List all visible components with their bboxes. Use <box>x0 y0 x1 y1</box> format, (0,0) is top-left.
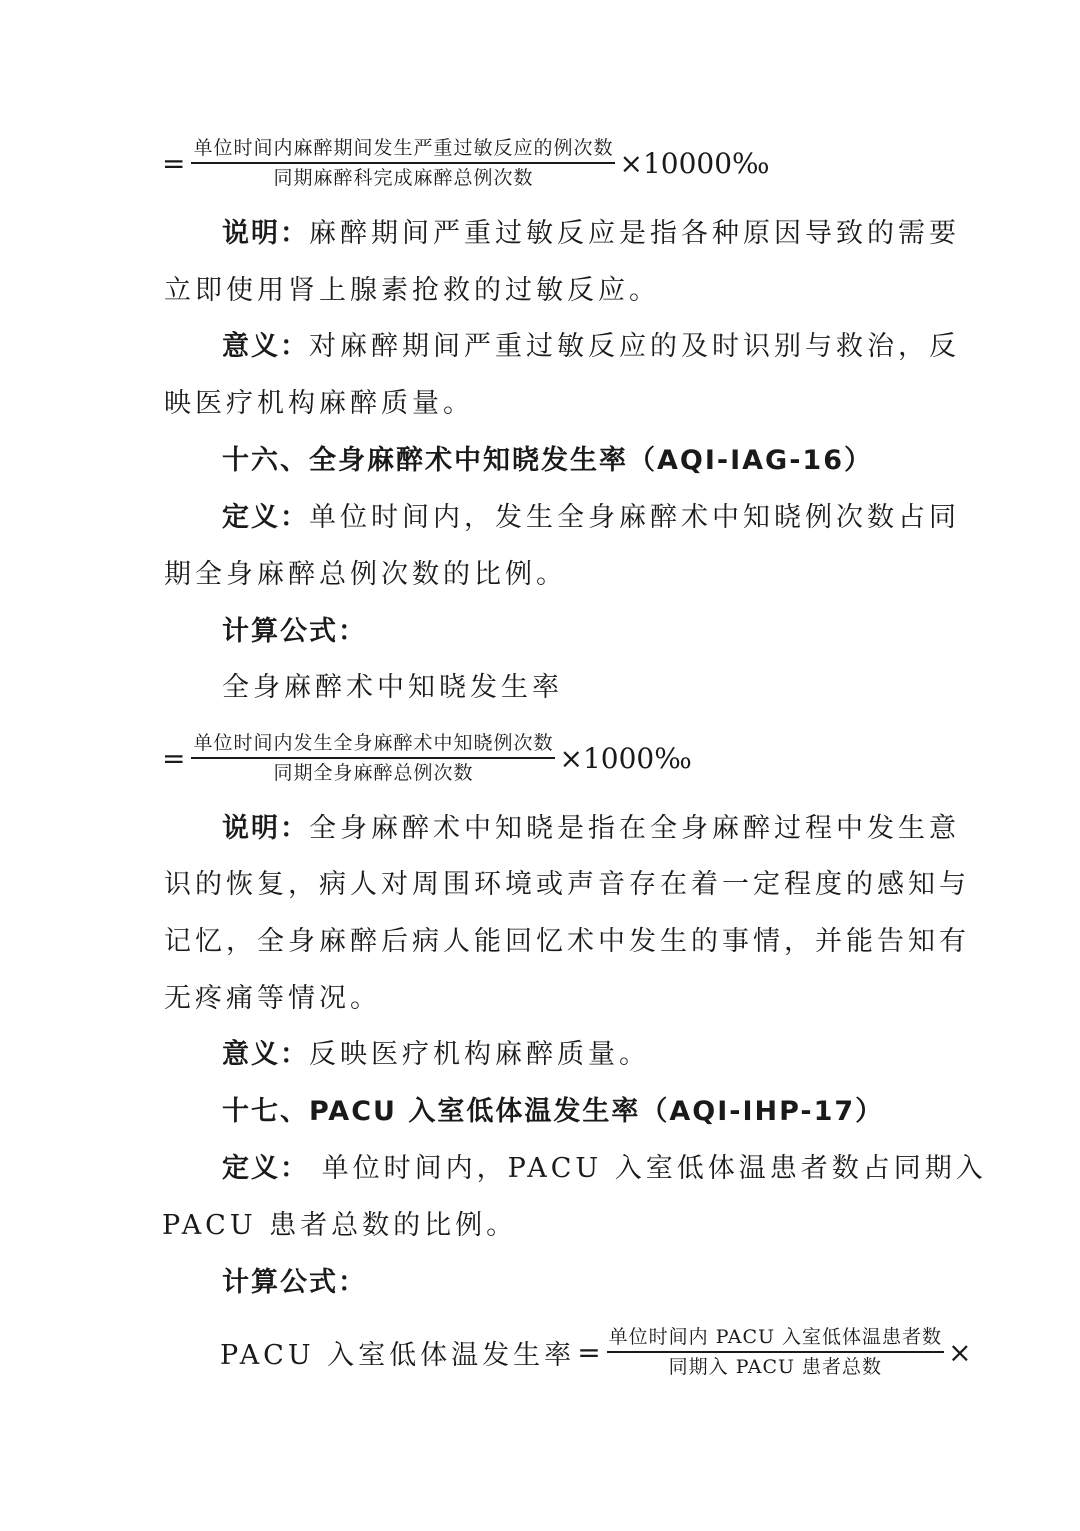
calc-formula-label: 计算公式： <box>222 1267 367 1298</box>
meaning-text: 反映医疗机构麻醉质量。 <box>309 1039 650 1070</box>
multiplier: ×10000‰ <box>619 146 770 180</box>
fraction <box>191 136 615 190</box>
equals-sign: = <box>162 146 186 180</box>
formula-awareness <box>162 731 692 785</box>
note-text: 全身麻醉术中知晓是指在全身麻醉过程中发生意 <box>309 813 960 844</box>
multiplier: ×1000‰ <box>559 741 692 775</box>
formula-name: 全身麻醉术中知晓发生率 <box>222 672 563 703</box>
fraction-numerator: 单位时间内 PACU 入室低体温患者数 <box>607 1325 944 1353</box>
fraction-denominator: 同期入 PACU 患者总数 <box>668 1356 883 1378</box>
fraction-numerator: 单位时间内发生全身麻醉术中知晓例次数 <box>191 731 555 759</box>
meaning-label: 意义： <box>222 1039 309 1070</box>
note-text-continued: 无疼痛等情况。 <box>164 983 381 1014</box>
section-heading-16: 十六、全身麻醉术中知晓发生率（AQI-IAG-16） <box>222 445 873 476</box>
equals-sign: = <box>162 741 186 775</box>
note-text-continued: 识的恢复，病人对周围环境或声音存在着一定程度的感知与 <box>164 869 970 900</box>
definition-text: 单位时间内，发生全身麻醉术中知晓例次数占同 <box>309 502 960 533</box>
meaning-text: 对麻醉期间严重过敏反应的及时识别与救治，反 <box>309 331 960 362</box>
paragraph-line <box>222 812 960 846</box>
paragraph-line <box>222 1038 922 1072</box>
paragraph-line <box>222 330 960 364</box>
note-label: 说明： <box>222 813 309 844</box>
definition-label: 定义： <box>222 502 309 533</box>
formula-severe-allergy <box>162 136 770 190</box>
note-text-continued: 记忆，全身麻醉后病人能回忆术中发生的事情，并能告知有 <box>164 926 970 957</box>
note-text-continued: 立即使用肾上腺素抢救的过敏反应。 <box>164 275 660 306</box>
paragraph-line <box>222 501 960 535</box>
fraction-denominator: 同期麻醉科完成麻醉总例次数 <box>273 167 534 189</box>
fraction-denominator: 同期全身麻醉总例次数 <box>273 762 474 784</box>
meaning-label: 意义： <box>222 331 309 362</box>
multiplier: × <box>948 1335 972 1369</box>
paragraph-line <box>222 1152 987 1186</box>
paragraph-line <box>222 217 960 251</box>
definition-text: 单位时间内，PACU 入室低体温患者数占同期入 <box>309 1153 987 1184</box>
formula-name: PACU 入室低体温发生率 <box>220 1339 576 1371</box>
fraction <box>607 1325 944 1379</box>
meaning-text-continued: 映医疗机构麻醉质量。 <box>164 388 474 419</box>
note-label: 说明： <box>222 218 309 249</box>
fraction <box>191 731 555 785</box>
definition-text-continued: 期全身麻醉总例次数的比例。 <box>164 559 567 590</box>
calc-formula-label: 计算公式： <box>222 616 367 647</box>
note-text: 麻醉期间严重过敏反应是指各种原因导致的需要 <box>309 218 960 249</box>
definition-text-continued: PACU 患者总数的比例。 <box>162 1210 518 1241</box>
section-heading-17: 十七、PACU 入室低体温发生率（AQI-IHP-17） <box>222 1096 885 1127</box>
definition-label: 定义： <box>222 1153 309 1184</box>
fraction-numerator: 单位时间内麻醉期间发生严重过敏反应的例次数 <box>191 136 615 164</box>
formula-pacu-hypothermia <box>220 1325 972 1379</box>
equals-sign: = <box>577 1335 601 1369</box>
